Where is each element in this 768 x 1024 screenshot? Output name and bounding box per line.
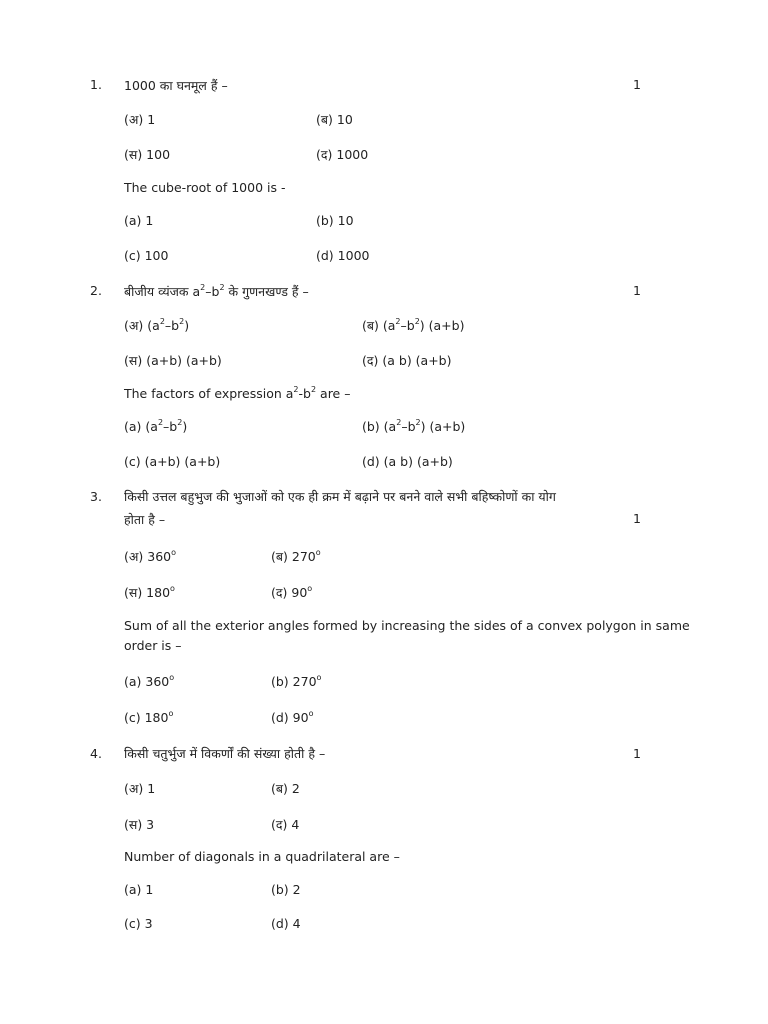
q2-english-option-d: (d) (a b) (a+b)	[362, 454, 453, 469]
q3-hindi-option-c: (स) 180$^o$	[124, 583, 175, 600]
q3-number: 3.	[90, 489, 102, 504]
q3-hindi-question-line1: किसी उत्तल बहुभुज की भुजाओं को एक ही क्रम में बढ़ाने पर बनने वाले सभी बहिष्कोणों का योग	[124, 489, 556, 504]
q1-marks: 1	[633, 77, 641, 92]
q1-number: 1.	[90, 77, 102, 92]
q4-english-question: Number of diagonals in a quadrilateral are –	[124, 849, 400, 864]
q2-number: 2.	[90, 283, 102, 298]
q3-english-option-c: (c) 180$^o$	[124, 708, 174, 725]
q2-english-option-b: (b) $(a^2-b^2)$ (a+b)	[362, 417, 466, 434]
q2-english-question: The factors of expression $a^2-b^2$ are –	[124, 384, 351, 401]
q4-hindi-question: किसी चतुर्भुज में विकर्णों की संख्या होती है –	[124, 746, 326, 761]
q1-hindi-option-b: (ब) 10	[316, 112, 353, 127]
q4-hindi-option-c: (स) 3	[124, 817, 155, 832]
q2-hindi-question: बीजीय व्यंजक $a^2-b^2$ के गुणनखण्ड हैं –	[124, 282, 309, 299]
q1-hindi-question: 1000 का घनमूल हैं –	[124, 78, 228, 93]
q4-hindi-option-a: (अ) 1	[124, 781, 156, 796]
q2-hindi-option-b: (ब) $(a^2-b^2)$ (a+b)	[362, 316, 465, 333]
q2-english-option-c: (c) (a+b) (a+b)	[124, 454, 221, 469]
q4-english-option-b: (b) 2	[271, 882, 301, 897]
q3-hindi-option-b: (ब) 270$^o$	[271, 547, 321, 564]
q2-hindi-option-c: (स) (a+b) (a+b)	[124, 353, 222, 368]
q2-english-option-a: (a) $(a^2-b^2)$	[124, 417, 188, 434]
q1-english-question: The cube-root of 1000 is -	[124, 180, 286, 195]
q4-english-option-d: (d) 4	[271, 916, 301, 931]
q4-hindi-option-d: (द) 4	[271, 817, 300, 832]
q1-english-option-c: (c) 100	[124, 248, 169, 263]
q1-english-option-d: (d) 1000	[316, 248, 370, 263]
q3-english-question-line1: Sum of all the exterior angles formed by increasing the sides of a convex polygon in same	[124, 618, 690, 633]
q3-english-option-d: (d) 90$^o$	[271, 708, 314, 725]
q3-hindi-option-a: (अ) 360$^o$	[124, 547, 177, 564]
q4-english-option-a: (a) 1	[124, 882, 154, 897]
q1-hindi-option-c: (स) 100	[124, 147, 171, 162]
q1-english-option-b: (b) 10	[316, 213, 354, 228]
q4-marks: 1	[633, 746, 641, 761]
q2-hindi-option-d: (द) (a b) (a+b)	[362, 353, 452, 368]
q1-hindi-option-a: (अ) 1	[124, 112, 156, 127]
q2-hindi-option-a: (अ) $(a^2-b^2)$	[124, 316, 190, 333]
q3-english-option-b: (b) 270$^o$	[271, 672, 322, 689]
q3-hindi-question-line2: होता है –	[124, 512, 166, 527]
q3-english-question-line2: order is –	[124, 638, 182, 653]
q4-hindi-option-b: (ब) 2	[271, 781, 300, 796]
q3-hindi-option-d: (द) 90$^o$	[271, 583, 313, 600]
q4-number: 4.	[90, 746, 102, 761]
q3-marks: 1	[633, 511, 641, 526]
q2-marks: 1	[633, 283, 641, 298]
q1-english-option-a: (a) 1	[124, 213, 154, 228]
q1-hindi-option-d: (द) 1000	[316, 147, 369, 162]
q3-english-option-a: (a) 360$^o$	[124, 672, 175, 689]
q4-english-option-c: (c) 3	[124, 916, 153, 931]
